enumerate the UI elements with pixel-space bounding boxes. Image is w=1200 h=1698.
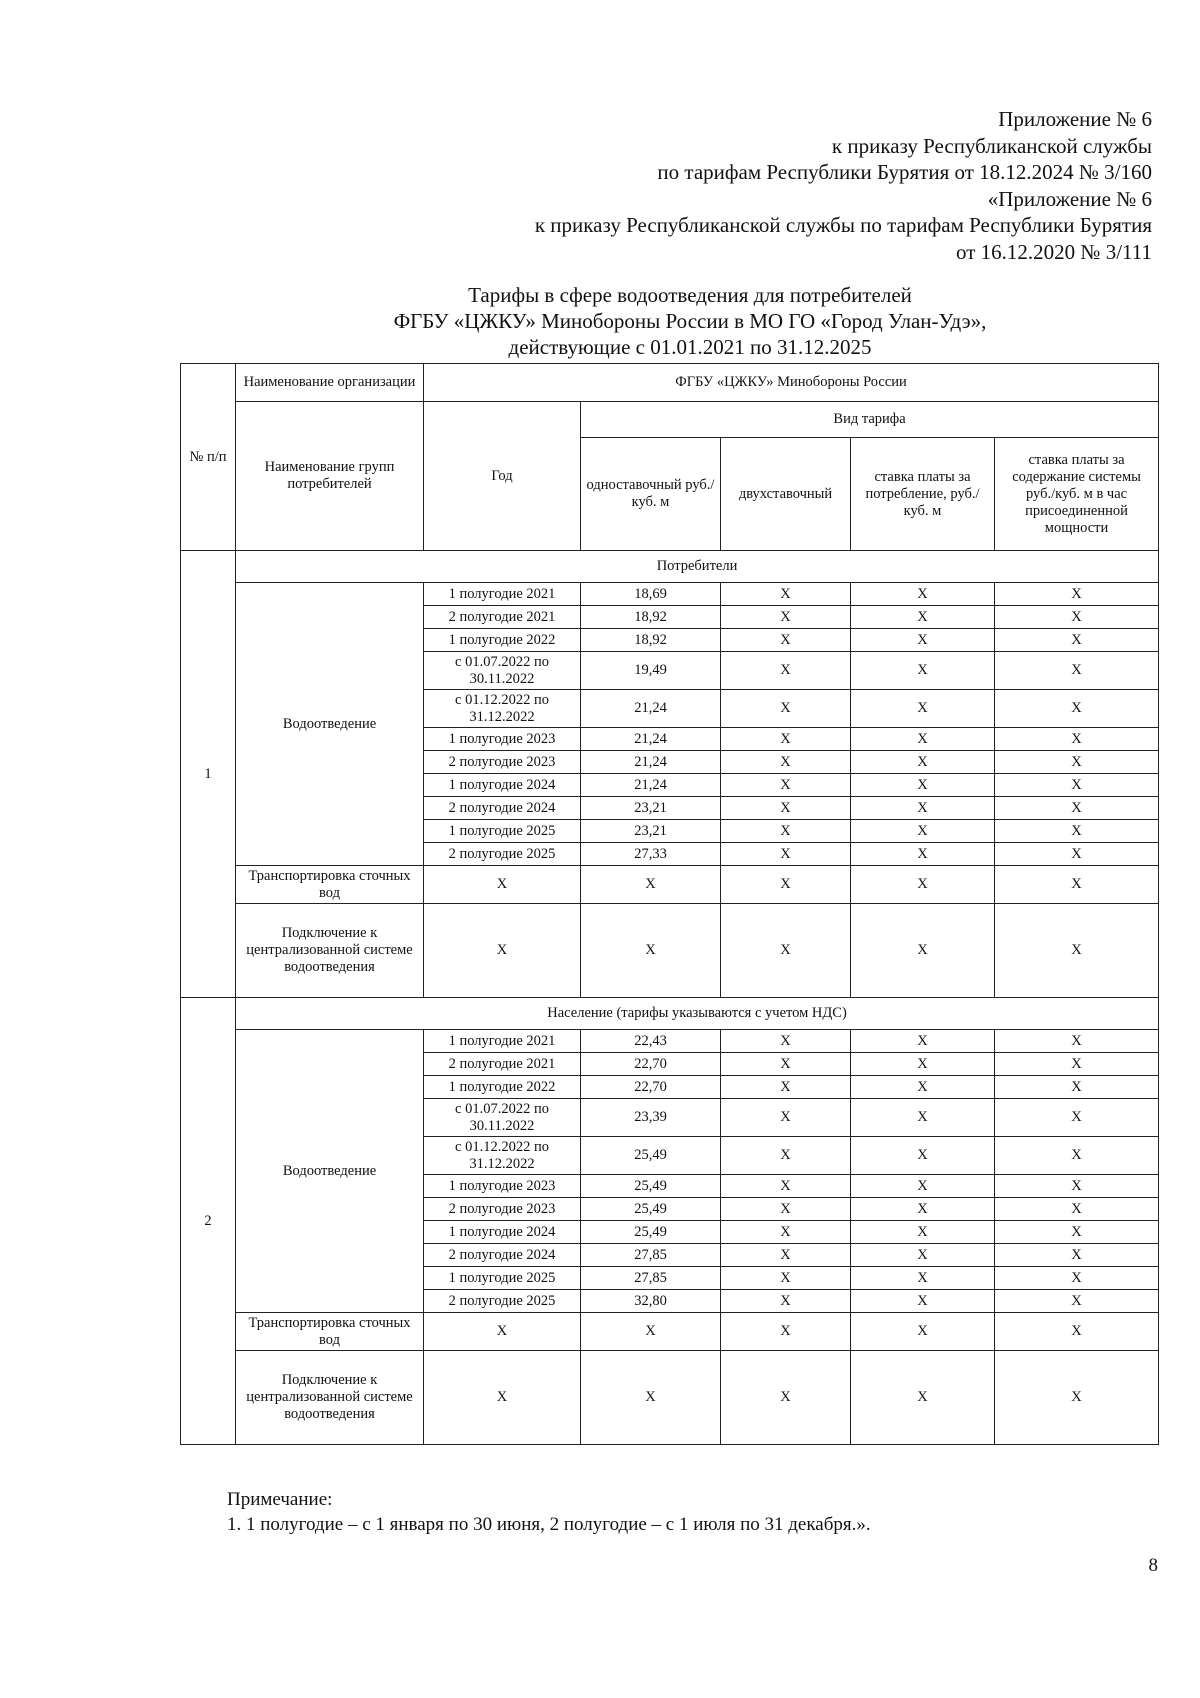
consumption-cell: Х [851, 1099, 995, 1137]
num-header: № п/п [181, 364, 236, 551]
section-title-row [181, 551, 1159, 583]
header-line: «Приложение № 6 [987, 186, 1152, 211]
two-rate-cell: Х [721, 1076, 851, 1099]
period-cell: 2 полугодие 2025 [424, 843, 581, 866]
two-rate-cell: Х [721, 843, 851, 866]
maintenance-cell: Х [995, 820, 1159, 843]
transport-two-rate: Х [721, 866, 851, 904]
appendix-header [392, 106, 1152, 265]
one-rate-cell: 25,49 [581, 1221, 721, 1244]
consumption-cell: Х [851, 774, 995, 797]
maintenance-cell: Х [995, 583, 1159, 606]
section-number: 1 [181, 551, 236, 998]
document-title [200, 282, 1180, 360]
consumption-cell: Х [851, 1267, 995, 1290]
two-rate-cell: Х [721, 1244, 851, 1267]
col-one-rate: одноставочный руб./ куб. м [581, 438, 721, 551]
two-rate-cell: Х [721, 1267, 851, 1290]
maintenance-cell: Х [995, 728, 1159, 751]
header-line: от 16.12.2020 № 3/111 [956, 239, 1152, 264]
consumption-cell: Х [851, 820, 995, 843]
note-title: Примечание: [227, 1489, 333, 1510]
groups-label: Наименование групп потребителей [236, 402, 424, 551]
one-rate-cell: 22,70 [581, 1076, 721, 1099]
transport-label: Транспортировка сточных вод [236, 866, 424, 904]
tariffs-table [180, 363, 1159, 1445]
section-title: Потребители [236, 551, 1159, 583]
two-rate-cell: Х [721, 606, 851, 629]
connection-label: Подключение к централизованной системе водоотведения [236, 904, 424, 998]
period-cell: 2 полугодие 2025 [424, 1290, 581, 1313]
consumption-cell: Х [851, 1244, 995, 1267]
consumption-cell: Х [851, 652, 995, 690]
page-number: 8 [1148, 1555, 1158, 1576]
period-cell: 2 полугодие 2023 [424, 1198, 581, 1221]
transport-maintenance: Х [995, 1313, 1159, 1351]
section-title-row [181, 998, 1159, 1030]
period-cell: 1 полугодие 2021 [424, 583, 581, 606]
period-cell: 1 полугодие 2022 [424, 629, 581, 652]
one-rate-cell: 21,24 [581, 751, 721, 774]
maintenance-cell: Х [995, 606, 1159, 629]
maintenance-cell: Х [995, 1137, 1159, 1175]
one-rate-cell: 21,24 [581, 774, 721, 797]
col-two-rate: двухставочный [721, 438, 851, 551]
one-rate-cell: 22,43 [581, 1030, 721, 1053]
two-rate-cell: Х [721, 1137, 851, 1175]
period-cell: 1 полугодие 2024 [424, 1221, 581, 1244]
maintenance-cell: Х [995, 652, 1159, 690]
title-line: действующие с 01.01.2021 по 31.12.2025 [508, 335, 872, 359]
period-cell: с 01.12.2022 по 31.12.2022 [424, 690, 581, 728]
one-rate-cell: 22,70 [581, 1053, 721, 1076]
connection-one-rate: Х [581, 904, 721, 998]
transport-year: Х [424, 866, 581, 904]
consumption-cell: Х [851, 1290, 995, 1313]
two-rate-cell: Х [721, 820, 851, 843]
maintenance-cell: Х [995, 797, 1159, 820]
connection-two-rate: Х [721, 904, 851, 998]
maintenance-cell: Х [995, 774, 1159, 797]
maintenance-cell: Х [995, 690, 1159, 728]
note-item: 1. 1 полугодие – с 1 января по 30 июня, 2 полугодие – с 1 июля по 31 декабря.». [227, 1514, 871, 1535]
consumption-cell: Х [851, 1198, 995, 1221]
connection-maintenance: Х [995, 1351, 1159, 1445]
two-rate-cell: Х [721, 1175, 851, 1198]
one-rate-cell: 21,24 [581, 728, 721, 751]
maintenance-cell: Х [995, 1030, 1159, 1053]
transport-row [181, 866, 1159, 904]
one-rate-cell: 27,85 [581, 1267, 721, 1290]
transport-consumption: Х [851, 1313, 995, 1351]
one-rate-cell: 27,33 [581, 843, 721, 866]
two-rate-cell: Х [721, 728, 851, 751]
consumption-cell: Х [851, 751, 995, 774]
note [227, 1487, 1127, 1537]
maintenance-cell: Х [995, 1244, 1159, 1267]
two-rate-cell: Х [721, 1053, 851, 1076]
one-rate-cell: 18,92 [581, 606, 721, 629]
two-rate-cell: Х [721, 1221, 851, 1244]
maintenance-cell: Х [995, 1267, 1159, 1290]
one-rate-cell: 27,85 [581, 1244, 721, 1267]
period-cell: 2 полугодие 2021 [424, 606, 581, 629]
maintenance-cell: Х [995, 1175, 1159, 1198]
consumption-cell: Х [851, 1053, 995, 1076]
maintenance-cell: Х [995, 843, 1159, 866]
service-name: Водоотведение [236, 583, 424, 866]
org-name-label: Наименование организации [236, 364, 424, 402]
two-rate-cell: Х [721, 774, 851, 797]
maintenance-cell: Х [995, 1198, 1159, 1221]
connection-two-rate: Х [721, 1351, 851, 1445]
two-rate-cell: Х [721, 797, 851, 820]
two-rate-cell: Х [721, 652, 851, 690]
col-consumption: ставка платы за потребление, руб./ куб. м [851, 438, 995, 551]
consumption-cell: Х [851, 728, 995, 751]
two-rate-cell: Х [721, 690, 851, 728]
consumption-cell: Х [851, 1076, 995, 1099]
one-rate-cell: 23,21 [581, 797, 721, 820]
connection-label: Подключение к централизованной системе водоотведения [236, 1351, 424, 1445]
col-maintenance: ставка платы за содержание системы руб./куб. м в час присоединенной мощности [995, 438, 1159, 551]
period-cell: 1 полугодие 2022 [424, 1076, 581, 1099]
tariff-type-label: Вид тарифа [581, 402, 1159, 438]
connection-year: Х [424, 904, 581, 998]
section-title: Население (тарифы указываются с учетом НДС) [236, 998, 1159, 1030]
maintenance-cell: Х [995, 1053, 1159, 1076]
transport-one-rate: Х [581, 1313, 721, 1351]
transport-year: Х [424, 1313, 581, 1351]
period-cell: 1 полугодие 2024 [424, 774, 581, 797]
one-rate-cell: 21,24 [581, 690, 721, 728]
consumption-cell: Х [851, 797, 995, 820]
consumption-cell: Х [851, 1221, 995, 1244]
table-row [181, 583, 1159, 606]
maintenance-cell: Х [995, 751, 1159, 774]
transport-row [181, 1313, 1159, 1351]
consumption-cell: Х [851, 583, 995, 606]
transport-two-rate: Х [721, 1313, 851, 1351]
period-cell: с 01.07.2022 по 30.11.2022 [424, 1099, 581, 1137]
org-name: ФГБУ «ЦЖКУ» Минобороны России [424, 364, 1159, 402]
one-rate-cell: 32,80 [581, 1290, 721, 1313]
service-name: Водоотведение [236, 1030, 424, 1313]
title-line: ФГБУ «ЦЖКУ» Минобороны России в МО ГО «Город Улан-Удэ», [393, 309, 987, 333]
one-rate-cell: 18,92 [581, 629, 721, 652]
two-rate-cell: Х [721, 751, 851, 774]
one-rate-cell: 23,21 [581, 820, 721, 843]
period-cell: 1 полугодие 2023 [424, 1175, 581, 1198]
one-rate-cell: 25,49 [581, 1198, 721, 1221]
maintenance-cell: Х [995, 1290, 1159, 1313]
maintenance-cell: Х [995, 1099, 1159, 1137]
header-line: к приказу Республиканской службы по тарифам Республики Бурятия [534, 213, 1152, 237]
period-cell: 1 полугодие 2021 [424, 1030, 581, 1053]
two-rate-cell: Х [721, 1030, 851, 1053]
two-rate-cell: Х [721, 629, 851, 652]
connection-consumption: Х [851, 904, 995, 998]
consumption-cell: Х [851, 843, 995, 866]
period-cell: 2 полугодие 2024 [424, 1244, 581, 1267]
consumption-cell: Х [851, 629, 995, 652]
year-label: Год [424, 402, 581, 551]
connection-year: Х [424, 1351, 581, 1445]
connection-consumption: Х [851, 1351, 995, 1445]
period-cell: 1 полугодие 2023 [424, 728, 581, 751]
two-rate-cell: Х [721, 1290, 851, 1313]
header-line: по тарифам Республики Бурятия от 18.12.2024 № 3/160 [657, 160, 1152, 184]
transport-maintenance: Х [995, 866, 1159, 904]
period-cell: 1 полугодие 2025 [424, 1267, 581, 1290]
maintenance-cell: Х [995, 1221, 1159, 1244]
header-line: Приложение № 6 [998, 107, 1152, 131]
consumption-cell: Х [851, 606, 995, 629]
two-rate-cell: Х [721, 583, 851, 606]
connection-row [181, 1351, 1159, 1445]
period-cell: 1 полугодие 2025 [424, 820, 581, 843]
table-row [181, 1030, 1159, 1053]
maintenance-cell: Х [995, 1076, 1159, 1099]
connection-one-rate: Х [581, 1351, 721, 1445]
one-rate-cell: 23,39 [581, 1099, 721, 1137]
transport-consumption: Х [851, 866, 995, 904]
consumption-cell: Х [851, 690, 995, 728]
consumption-cell: Х [851, 1030, 995, 1053]
one-rate-cell: 19,49 [581, 652, 721, 690]
header-line: к приказу Республиканской службы [831, 133, 1152, 158]
connection-maintenance: Х [995, 904, 1159, 998]
transport-label: Транспортировка сточных вод [236, 1313, 424, 1351]
one-rate-cell: 25,49 [581, 1137, 721, 1175]
period-cell: с 01.07.2022 по 30.11.2022 [424, 652, 581, 690]
title-line: Тарифы в сфере водоотведения для потребителей [468, 283, 912, 307]
two-rate-cell: Х [721, 1198, 851, 1221]
period-cell: 2 полугодие 2021 [424, 1053, 581, 1076]
section-number: 2 [181, 998, 236, 1445]
maintenance-cell: Х [995, 629, 1159, 652]
period-cell: 2 полугодие 2023 [424, 751, 581, 774]
one-rate-cell: 25,49 [581, 1175, 721, 1198]
transport-one-rate: Х [581, 866, 721, 904]
one-rate-cell: 18,69 [581, 583, 721, 606]
consumption-cell: Х [851, 1137, 995, 1175]
consumption-cell: Х [851, 1175, 995, 1198]
two-rate-cell: Х [721, 1099, 851, 1137]
connection-row [181, 904, 1159, 998]
period-cell: с 01.12.2022 по 31.12.2022 [424, 1137, 581, 1175]
period-cell: 2 полугодие 2024 [424, 797, 581, 820]
